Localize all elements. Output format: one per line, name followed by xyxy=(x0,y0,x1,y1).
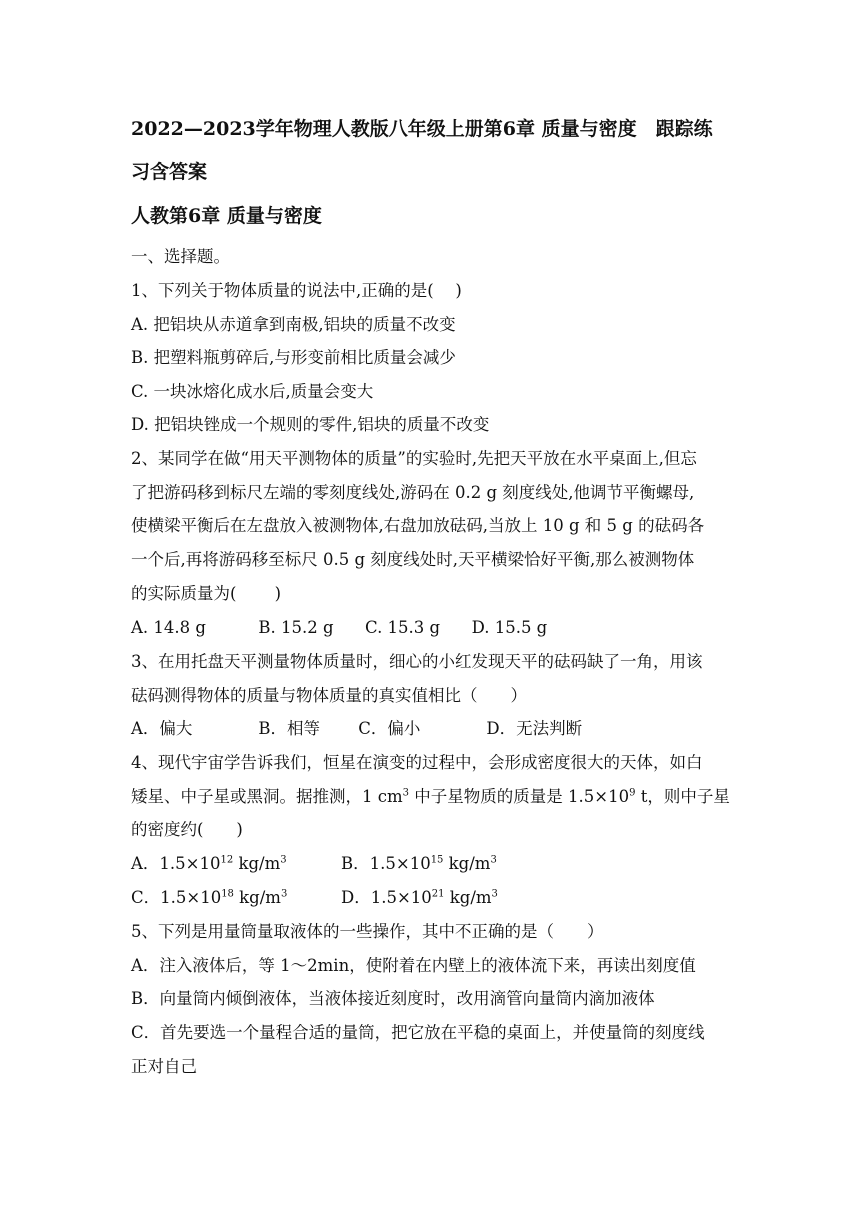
q3-line1: 3、在用托盘天平测量物体质量时，细心的小红发现天平的砝码缺了一角，用该 xyxy=(131,652,703,671)
q4-d-cube: 3 xyxy=(491,888,498,900)
q4-line2-sup2: 9 xyxy=(629,787,636,799)
q3-options: A．偏大 B．相等 C．偏小 D．无法判断 xyxy=(131,719,583,738)
q4-line1: 4、现代宇宙学告诉我们，恒星在演变的过程中，会形成密度很大的天体，如白 xyxy=(131,753,703,772)
q4-option-c xyxy=(131,888,341,908)
q4-a-exponent: 12 xyxy=(220,854,234,866)
q2-line3: 使横梁平衡后在左盘放入被测物体,右盘加放砝码,当放上 10 g 和 5 g 的砝码各 xyxy=(131,516,705,535)
q4-option-a xyxy=(131,854,341,874)
q2-line2: 了把游码移到标尺左端的零刻度线处,游码在 0.2 g 刻度线处,他调节平衡螺母, xyxy=(131,483,695,502)
q4-options-row1 xyxy=(131,854,497,874)
q4-b-base: B．1.5×10 xyxy=(341,854,431,873)
q4-line2-sup1: 3 xyxy=(402,787,410,799)
q5-option-c-line1: C．首先要选一个量程合适的量筒，把它放在平稳的桌面上，并使量筒的刻度线 xyxy=(131,1023,705,1042)
q1-option-a: A. 把铝块从赤道拿到南极,铝块的质量不改变 xyxy=(131,315,456,334)
q5-option-b: B．向量筒内倾倒液体，当液体接近刻度时，改用滴管向量筒内滴加液体 xyxy=(131,989,655,1008)
q4-a-unit: kg/m xyxy=(233,854,281,873)
q2-line4: 一个后,再将游码移至标尺 0.5 g 刻度线处时,天平横梁恰好平衡,那么被测物体 xyxy=(131,550,695,569)
q4-line3: 的密度约( ) xyxy=(131,820,243,839)
q1-option-b: B. 把塑料瓶剪碎后,与形变前相比质量会减少 xyxy=(131,348,456,367)
doc-title-line1: 2022—2023学年物理人教版八年级上册第6章 质量与密度 跟踪练 xyxy=(131,118,713,140)
q4-a-base: A．1.5×10 xyxy=(131,854,221,873)
q4-d-exponent: 21 xyxy=(431,888,445,900)
q4-line2 xyxy=(131,787,730,807)
q2-line5: 的实际质量为( ) xyxy=(131,584,282,603)
q2-line1: 2、某同学在做“用天平测物体的质量”的实验时,先把天平放在水平桌面上,但忘 xyxy=(131,449,697,468)
q4-c-cube: 3 xyxy=(280,888,288,900)
chapter-subtitle: 人教第6章 质量与密度 xyxy=(131,205,322,227)
q4-c-base: C．1.5×10 xyxy=(131,888,222,907)
section-heading: 一、选择题。 xyxy=(131,247,230,266)
q4-d-base: D．1.5×10 xyxy=(341,888,432,907)
q4-c-exponent: 18 xyxy=(221,888,234,900)
q4-line2-part-b: 中子星物质的质量是 1.5×10 xyxy=(409,787,630,806)
q1-option-d: D. 把铝块锉成一个规则的零件,铝块的质量不改变 xyxy=(131,415,490,434)
q1-option-c: C. 一块冰熔化成水后,质量会变大 xyxy=(131,382,374,401)
q4-option-b xyxy=(341,854,497,873)
q2-options: A. 14.8 g B. 15.2 g C. 15.3 g D. 15.5 g xyxy=(131,618,548,637)
q4-line2-part-c: t，则中子星 xyxy=(635,787,730,806)
q5-stem: 5、下列是用量筒量取液体的一些操作，其中不正确的是（ ） xyxy=(131,922,604,941)
q5-option-a: A．注入液体后，等 1～2min，使附着在内壁上的液体流下来，再读出刻度值 xyxy=(131,956,696,975)
doc-title-line2: 习含答案 xyxy=(131,161,208,183)
q4-b-unit: kg/m xyxy=(443,854,491,873)
q4-a-cube: 3 xyxy=(280,854,287,866)
q5-option-c-line2: 正对自己 xyxy=(131,1057,197,1076)
q4-d-unit: kg/m xyxy=(444,888,492,907)
q4-c-unit: kg/m xyxy=(233,888,281,907)
q4-option-d xyxy=(341,888,498,907)
q4-line2-part-a: 矮星、中子星或黑洞。据推测，1 cm xyxy=(131,787,403,806)
q4-b-exponent: 15 xyxy=(430,854,444,866)
q1-stem: 1、下列关于物体质量的说法中,正确的是( ) xyxy=(131,281,462,300)
q4-options-row2 xyxy=(131,888,498,908)
q4-b-cube: 3 xyxy=(490,854,497,866)
q3-line2: 砝码测得物体的质量与物体质量的真实值相比（ ） xyxy=(131,686,527,705)
